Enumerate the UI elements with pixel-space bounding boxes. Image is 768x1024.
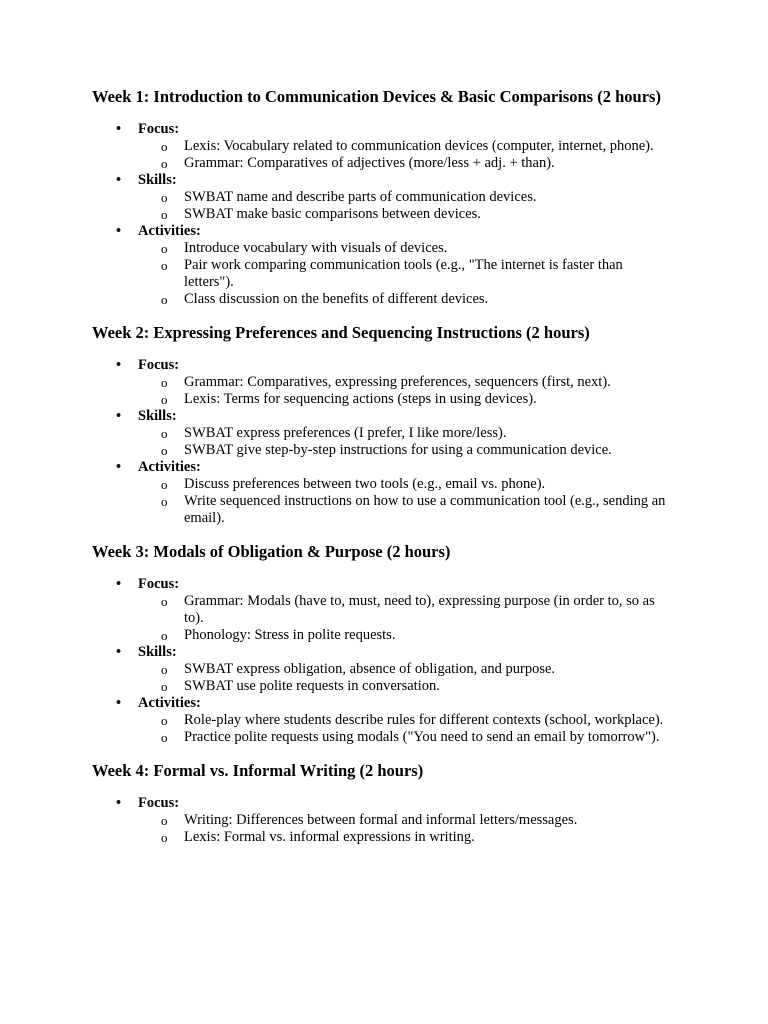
list-item: o SWBAT give step-by-step instructions for using a communication device. [184,442,676,459]
week-1-activities-section [138,223,676,308]
week-2-block [92,322,676,527]
week-4-block [92,760,676,846]
section-label: Focus: [138,795,180,811]
week-4-sections [92,795,676,846]
section-label: Activities: [138,459,201,475]
list-item: o Grammar: Comparatives, expressing preferences, sequencers (first, next). [184,374,676,391]
week-1-skills-section [138,172,676,223]
week-2-skills-section [138,408,676,459]
item-list [138,240,676,308]
section-label: Focus: [138,357,180,373]
item-list [138,189,676,223]
section-label: Activities: [138,223,201,239]
week-3-activities-section [138,695,676,746]
section-label: Focus: [138,121,180,137]
list-item: o Practice polite requests using modals ("You need to send an email by tomorrow"). [184,729,676,746]
list-item: o Lexis: Vocabulary related to communication devices (computer, internet, phone). [184,138,676,155]
week-3-sections [92,576,676,746]
section-label: Skills: [138,408,177,424]
item-list [138,812,676,846]
week-3-focus-section [138,576,676,644]
section-label: Skills: [138,172,177,188]
list-item: o Lexis: Terms for sequencing actions (steps in using devices). [184,391,676,408]
list-item: o Phonology: Stress in polite requests. [184,627,676,644]
week-2-activities-section [138,459,676,527]
item-list [138,712,676,746]
list-item: o Introduce vocabulary with visuals of devices. [184,240,676,257]
list-item: o SWBAT express obligation, absence of obligation, and purpose. [184,661,676,678]
list-item: o Role-play where students describe rules for different contexts (school, workplace). [184,712,676,729]
list-item: o Grammar: Comparatives of adjectives (more/less + adj. + than). [184,155,676,172]
week-3-block [92,541,676,746]
section-label: Focus: [138,576,180,592]
list-item: o Lexis: Formal vs. informal expressions in writing. [184,829,676,846]
list-item: o SWBAT use polite requests in conversation. [184,678,676,695]
item-list [138,593,676,644]
list-item: o Grammar: Modals (have to, must, need to), expressing purpose (in order to, so as to). [184,593,676,627]
week-4-focus-section [138,795,676,846]
list-item: o SWBAT make basic comparisons between devices. [184,206,676,223]
section-label: Skills: [138,644,177,660]
week-1-focus-section [138,121,676,172]
week-2-focus-section [138,357,676,408]
week-1-title: Week 1: Introduction to Communication Devices & Basic Comparisons (2 hours) [92,87,661,106]
list-item: o Writing: Differences between formal and informal letters/messages. [184,812,676,829]
list-item: o Discuss preferences between two tools (e.g., email vs. phone). [184,476,676,493]
item-list [138,138,676,172]
week-2-title: Week 2: Expressing Preferences and Sequencing Instructions (2 hours) [92,323,590,342]
list-item: o Class discussion on the benefits of different devices. [184,291,676,308]
week-2-sections [92,357,676,527]
week-4-title: Week 4: Formal vs. Informal Writing (2 hours) [92,761,424,780]
item-list [138,374,676,408]
item-list [138,476,676,527]
list-item: o SWBAT name and describe parts of communication devices. [184,189,676,206]
item-list [138,425,676,459]
week-3-title: Week 3: Modals of Obligation & Purpose (2 hours) [92,542,451,561]
week-1-block [92,86,676,308]
week-3-skills-section [138,644,676,695]
section-label: Activities: [138,695,201,711]
item-list [138,661,676,695]
list-item: o SWBAT express preferences (I prefer, I like more/less). [184,425,676,442]
list-item: o Write sequenced instructions on how to use a communication tool (e.g., sending an email). [184,493,676,527]
list-item: o Pair work comparing communication tools (e.g., "The internet is faster than letters"). [184,257,676,291]
week-1-sections [92,121,676,308]
